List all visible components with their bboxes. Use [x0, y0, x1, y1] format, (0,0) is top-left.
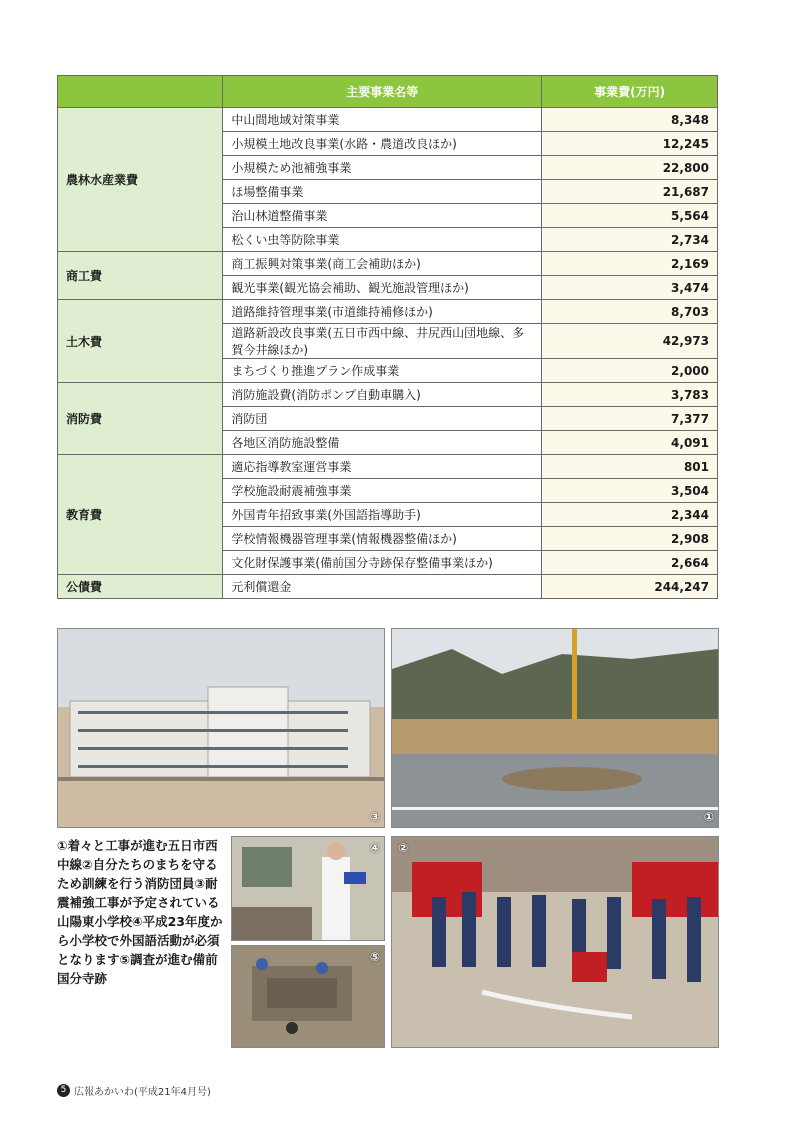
project-name-cell: 学校情報機器管理事業(情報機器整備ほか): [223, 527, 542, 551]
publication-name: 広報あかいわ(平成21年4月号): [74, 1087, 211, 1098]
table-header-row: [58, 76, 718, 108]
fire-drill-photo: [391, 836, 719, 1048]
table-row: [58, 300, 718, 324]
project-cost-cell: 8,348: [542, 108, 718, 132]
category-cell: 農林水産業費: [58, 108, 223, 252]
project-name-cell: ほ場整備事業: [223, 180, 542, 204]
table-row: [58, 383, 718, 407]
project-cost-cell: 3,504: [542, 479, 718, 503]
project-name-cell: 道路維持管理事業(市道維持補修ほか): [223, 300, 542, 324]
header-category: [58, 76, 223, 108]
photo-caption: ①着々と工事が進む五日市西中線②自分たちのまちを守るため訓練を行う消防団員③耐震補強工事が予定されている山陽東小学校④平成23年度から小学校で外国語活動が必須となります⑤調査が進む備前国分寺跡: [57, 838, 223, 986]
project-name-cell: 中山間地域対策事業: [223, 108, 542, 132]
project-name-cell: 観光事業(観光協会補助、観光施設管理ほか): [223, 276, 542, 300]
category-cell: 消防費: [58, 383, 223, 455]
project-cost-cell: 2,908: [542, 527, 718, 551]
project-name-cell: 外国青年招致事業(外国語指導助手): [223, 503, 542, 527]
project-name-cell: 松くい虫等防除事業: [223, 228, 542, 252]
project-cost-cell: 22,800: [542, 156, 718, 180]
category-cell: 公債費: [58, 575, 223, 599]
project-name-cell: 道路新設改良事業(五日市西中線、井尻西山団地線、多賀今井線ほか): [223, 324, 542, 359]
road-photo: [391, 628, 719, 828]
project-cost-cell: 5,564: [542, 204, 718, 228]
project-cost-cell: 12,245: [542, 132, 718, 156]
category-cell: 土木費: [58, 300, 223, 383]
project-cost-cell: 801: [542, 455, 718, 479]
budget-table: [57, 75, 718, 599]
photo-number-5: ⑤: [369, 950, 380, 964]
project-cost-cell: 7,377: [542, 407, 718, 431]
project-name-cell: 小規模土地改良事業(水路・農道改良ほか): [223, 132, 542, 156]
school-photo: [57, 628, 385, 828]
project-name-cell: 消防施設費(消防ポンプ自動車購入): [223, 383, 542, 407]
photo-number-3: ③: [369, 810, 380, 824]
category-cell: 商工費: [58, 252, 223, 300]
project-name-cell: 消防団: [223, 407, 542, 431]
excavation-photo: [231, 945, 385, 1048]
table-row: [58, 252, 718, 276]
project-name-cell: 元利償還金: [223, 575, 542, 599]
project-name-cell: 文化財保護事業(備前国分寺跡保存整備事業ほか): [223, 551, 542, 575]
project-name-cell: 小規模ため池補強事業: [223, 156, 542, 180]
page-footer: [57, 1083, 211, 1098]
project-name-cell: 適応指導教室運営事業: [223, 455, 542, 479]
project-name-cell: 商工振興対策事業(商工会補助ほか): [223, 252, 542, 276]
project-cost-cell: 3,474: [542, 276, 718, 300]
table-row: [58, 575, 718, 599]
project-cost-cell: 8,703: [542, 300, 718, 324]
project-cost-cell: 3,783: [542, 383, 718, 407]
project-name-cell: 治山林道整備事業: [223, 204, 542, 228]
project-cost-cell: 2,734: [542, 228, 718, 252]
teacher-photo: [231, 836, 385, 941]
project-name-cell: 各地区消防施設整備: [223, 431, 542, 455]
table-row: [58, 108, 718, 132]
photo-number-4: ④: [369, 841, 380, 855]
project-cost-cell: 2,664: [542, 551, 718, 575]
category-cell: 教育費: [58, 455, 223, 575]
project-cost-cell: 2,169: [542, 252, 718, 276]
header-name: 主要事業名等: [223, 76, 542, 108]
project-cost-cell: 42,973: [542, 324, 718, 359]
project-cost-cell: 2,344: [542, 503, 718, 527]
photo-number-2: ②: [398, 841, 409, 855]
photo-number-1: ①: [703, 810, 714, 824]
project-name-cell: まちづくり推進プラン作成事業: [223, 359, 542, 383]
project-cost-cell: 21,687: [542, 180, 718, 204]
project-cost-cell: 2,000: [542, 359, 718, 383]
project-cost-cell: 244,247: [542, 575, 718, 599]
header-cost: 事業費(万円): [542, 76, 718, 108]
project-cost-cell: 4,091: [542, 431, 718, 455]
table-row: [58, 455, 718, 479]
page-number: 5: [57, 1084, 70, 1097]
project-name-cell: 学校施設耐震補強事業: [223, 479, 542, 503]
